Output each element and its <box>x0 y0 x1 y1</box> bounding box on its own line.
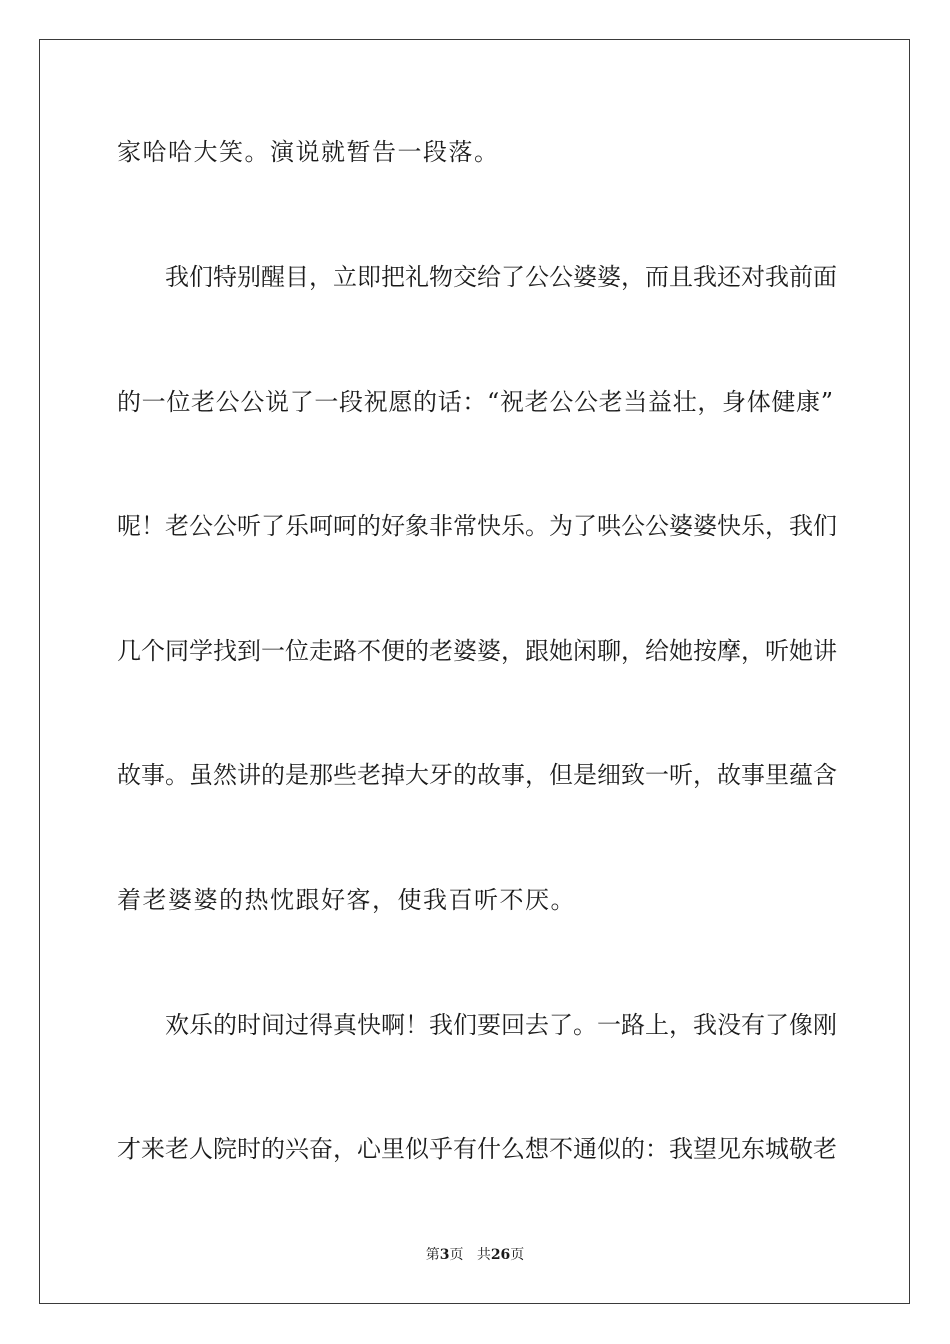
text-line-4: 呢！老公公听了乐呵呵的好象非常快乐。为了哄公公婆婆快乐，我们 <box>117 512 837 540</box>
text-line-6: 故事。虽然讲的是那些老掉大牙的故事，但是细致一听，故事里蕴含 <box>117 761 837 789</box>
footer-page-prefix: 第 <box>425 1247 440 1263</box>
page-footer <box>0 1246 950 1264</box>
text-line-8: 欢乐的时间过得真快啊！我们要回去了。一路上，我没有了像刚 <box>165 1011 837 1039</box>
footer-page-suffix: 页 <box>449 1247 464 1263</box>
footer-page-number: 3 <box>439 1247 450 1263</box>
footer-total-pages: 26 <box>490 1247 511 1263</box>
footer-total-prefix: 共 <box>476 1247 491 1263</box>
text-line-3: 的一位老公公说了一段祝愿的话：“祝老公公老当益壮，身体健康” <box>117 388 833 416</box>
text-line-7: 着老婆婆的热忱跟好客，使我百听不厌。 <box>117 886 576 914</box>
footer-total-suffix: 页 <box>510 1247 525 1263</box>
text-line-5: 几个同学找到一位走路不便的老婆婆，跟她闲聊，给她按摩，听她讲 <box>117 637 837 665</box>
text-line-2: 我们特别醒目，立即把礼物交给了公公婆婆，而且我还对我前面 <box>165 263 837 291</box>
text-line-1: 家哈哈大笑。演说就暂告一段落。 <box>117 138 500 166</box>
text-line-9: 才来老人院时的兴奋，心里似乎有什么想不通似的：我望见东城敬老 <box>117 1135 837 1163</box>
page-border <box>39 39 910 1304</box>
